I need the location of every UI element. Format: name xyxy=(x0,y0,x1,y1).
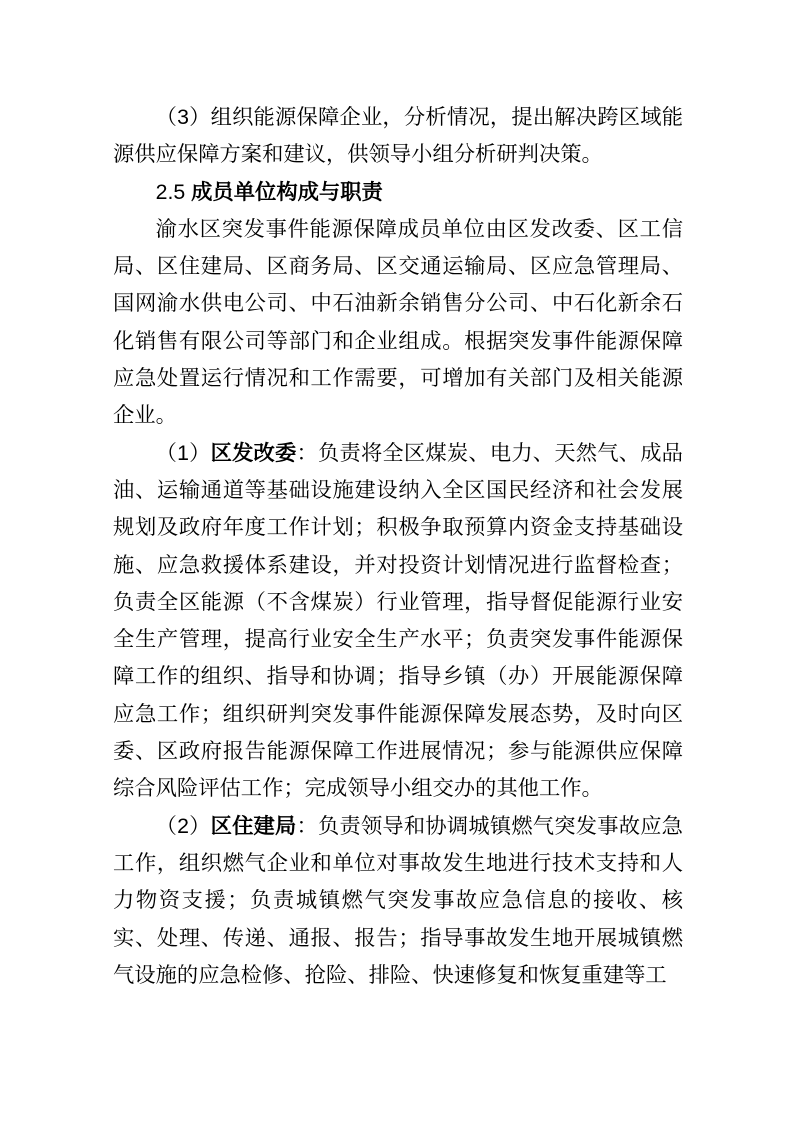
paragraph-item-1-unit-name: 区发改委 xyxy=(210,440,297,465)
paragraph-item-1-duties: ：负责将全区煤炭、电力、天然气、成品油、运输通道等基础设施建设纳入全区国民经济和社会发展规划及政府年度工作计划；积极争取预算内资金支持基础设施、应急救援体系建设，并对投资计划情况进行监督检查；负责全区能源（不含煤炭）行业管理，指导督促能源行业安全生产管理，提高行业安全生产水平；负责突发事件能源保障工作的组织、指导和协调；指导乡镇（办）开展能源保障应急工作；组织研判突发事件能源保障发展态势，及时向区委、区政府报告能源保障工作进展情况；参与能源供应保障综合风险评估工作；完成领导小组交办的其他工作。 xyxy=(113,440,683,801)
paragraph-item-2 xyxy=(113,808,683,994)
paragraph-item-1-number: （1） xyxy=(155,440,211,465)
section-heading-number: 2.5 xyxy=(155,179,192,204)
paragraph-item-3-text: （3）组织能源保障企业，分析情况，提出解决跨区域能源供应保障方案和建议，供领导小组分析研判决策。 xyxy=(113,105,683,167)
document-text-block xyxy=(113,99,683,994)
paragraph-item-3 xyxy=(113,99,683,174)
paragraph-member-units-text: 渝水区突发事件能源保障成员单位由区发改委、区工信局、区住建局、区商务局、区交通运输局、区应急管理局、国网渝水供电公司、中石油新余销售分公司、中石化新余石化销售有限公司等部门和企业组成。根据突发事件能源保障应急处置运行情况和工作需要，可增加有关部门及相关能源企业。 xyxy=(113,216,683,428)
paragraph-member-units xyxy=(113,211,683,435)
paragraph-item-1 xyxy=(113,435,683,808)
paragraph-item-2-duties: ：负责领导和协调城镇燃气突发事故应急工作，组织燃气企业和单位对事故发生地进行技术支持和人力物资支援；负责城镇燃气突发事故应急信息的接收、核实、处理、传递、通报、报告；指导事故发生地开展城镇燃气设施的应急检修、抢险、排险、快速修复和恢复重建等工 xyxy=(113,813,683,987)
section-heading-title: 成员单位构成与职责 xyxy=(191,179,383,204)
paragraph-item-2-number: （2） xyxy=(155,813,211,838)
paragraph-item-2-unit-name: 区住建局 xyxy=(210,813,297,838)
section-heading-2-5 xyxy=(113,174,683,211)
